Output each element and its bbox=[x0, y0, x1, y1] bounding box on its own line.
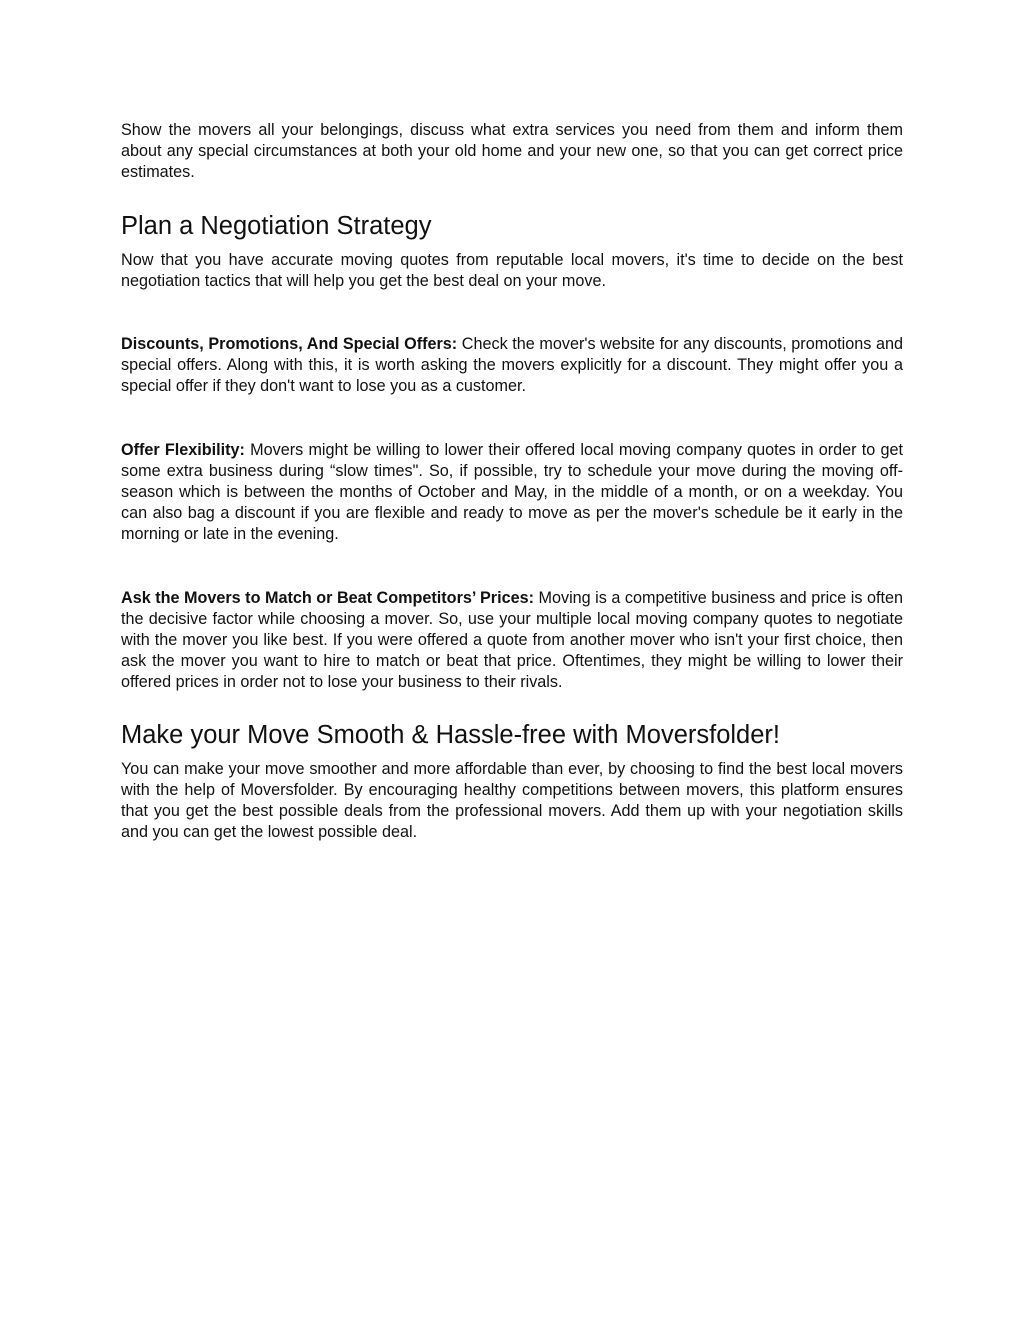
negotiation-strategy-paragraph: Now that you have accurate moving quotes from reputable local movers, it's time to decide on the best negotiation tactics that will help you get the best deal on your move. bbox=[121, 250, 903, 290]
closing-heading: Make your Move Smooth & Hassle-free with Moversfolder! bbox=[121, 720, 780, 749]
flexibility-lead: Offer Flexibility: bbox=[121, 440, 245, 459]
match-prices-paragraph bbox=[121, 588, 903, 694]
flexibility-paragraph bbox=[121, 440, 903, 546]
negotiation-strategy-heading: Plan a Negotiation Strategy bbox=[121, 211, 432, 240]
intro-paragraph: Show the movers all your belongings, discuss what extra services you need from them and inform them about any special circumstances at both your old home and your new one, so that you can get correct price estimates. bbox=[121, 121, 903, 182]
discounts-body: Check the mover's website for any discounts, promotions and special offers. Along with this, it is worth asking the movers explicitly for a discount. They might offer you a special offer if they don't want to lose you as a customer. bbox=[121, 335, 903, 396]
flexibility-body: Movers might be willing to lower their offered local moving company quotes in order to get some extra business during “slow times". So, if possible, try to schedule your move during the moving off-season which is between the months of October and May, in the middle of a month, or on a weekday. You can also bag a discount if you are flexible and ready to move as per the mover's schedule be it early in the morning or late in the evening. bbox=[121, 440, 904, 544]
document-page bbox=[121, 120, 903, 843]
discounts-lead: Discounts, Promotions, And Special Offers: bbox=[121, 335, 458, 354]
discounts-paragraph bbox=[121, 334, 903, 398]
match-prices-body: Moving is a competitive business and price is often the decisive factor while choosing a mover. So, use your multiple local moving company quotes to negotiate with the mover you like best. If you were offered a quote from another mover who isn't your first choice, then ask the mover you want to hire to match or beat that price. Oftentimes, they might be willing to lower their offered prices in order not to lose your business to their rivals. bbox=[121, 588, 903, 692]
closing-paragraph: You can make your move smoother and more affordable than ever, by choosing to find the best local movers with the help of Moversfolder. By encouraging healthy competitions between movers, this platform ensures that you get the best possible deals from the professional movers. Add them up with your negotiation skills and you can get the lowest possible deal. bbox=[121, 759, 903, 842]
match-prices-lead: Ask the Movers to Match or Beat Competitors’ Prices: bbox=[121, 588, 534, 607]
